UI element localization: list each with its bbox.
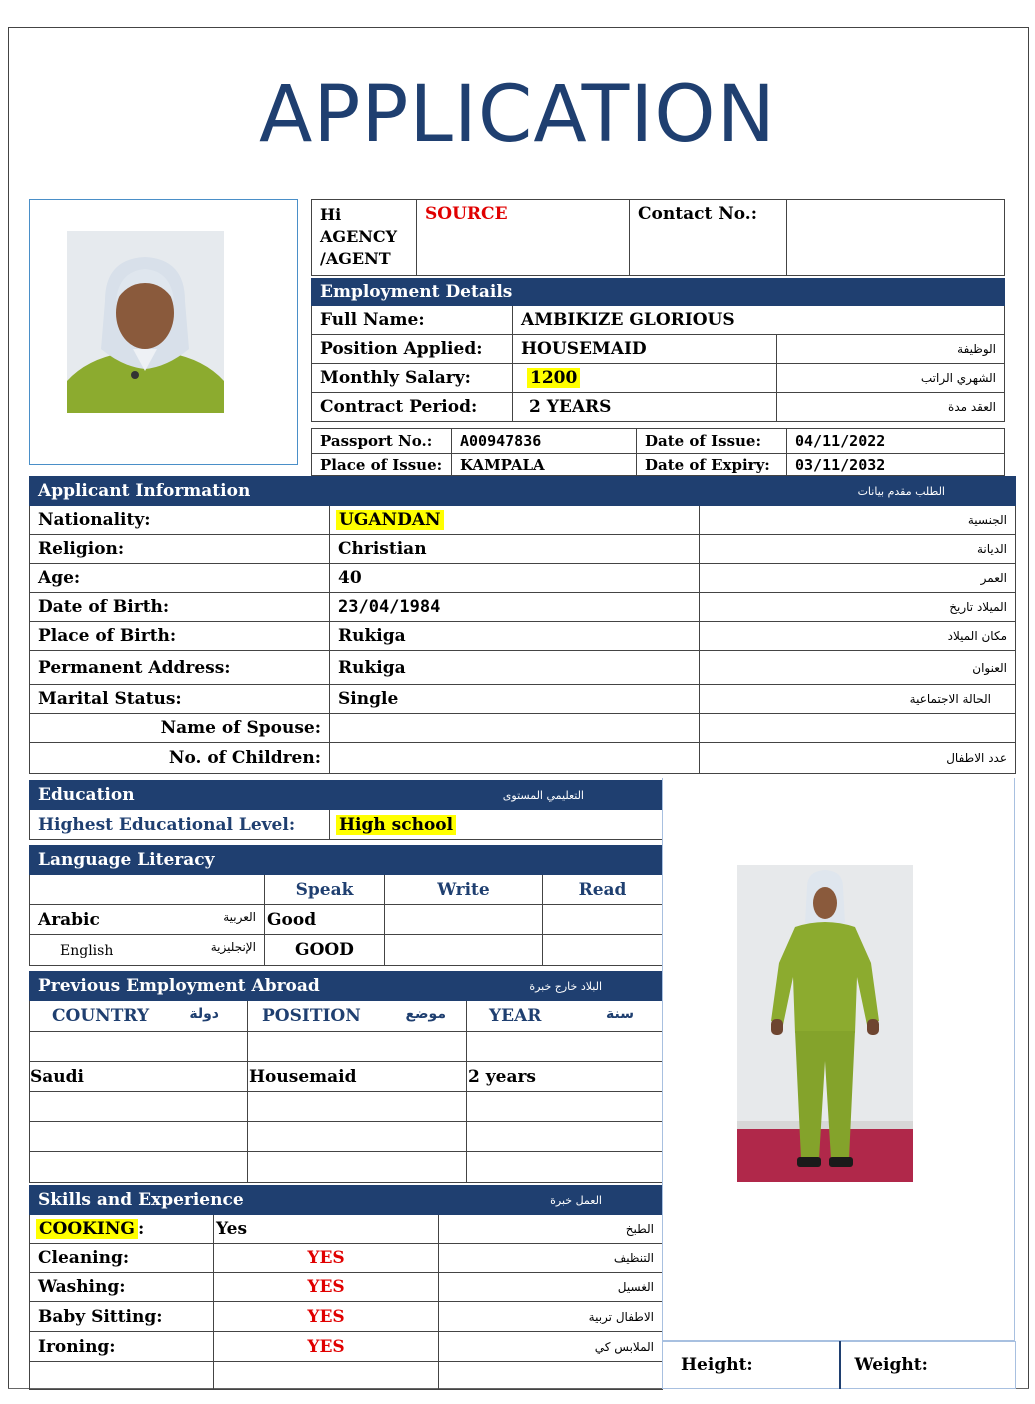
washing-label: Washing: [30, 1273, 214, 1302]
dob-label: Date of Birth: [30, 593, 330, 622]
contract-label: Contract Period: [312, 393, 513, 422]
country-header-cell [30, 1001, 248, 1032]
arabic-speak: Good [265, 905, 385, 935]
employment-table [311, 278, 1005, 422]
children-label: No. of Children: [30, 743, 330, 774]
religion-label: Religion: [30, 535, 330, 564]
applicant-table [29, 476, 1016, 774]
page-title: APPLICATION [258, 70, 777, 160]
english-write [385, 935, 543, 966]
education-table [29, 780, 663, 840]
ironing-label: Ironing: [30, 1332, 214, 1362]
english-read [543, 935, 663, 966]
spouse-value [330, 714, 700, 743]
agency-label: Hi AGENCY /AGENT [312, 200, 417, 276]
pob-value: Rukiga [330, 622, 700, 651]
prev-year-0: 2 years [467, 1062, 663, 1092]
baby-sitting-value: YES [214, 1302, 439, 1332]
weight-label: Weight: [840, 1342, 1016, 1389]
arabic-label-ar: العربية [223, 909, 256, 924]
address-ar: العنوان [700, 651, 1016, 685]
contact-value [787, 200, 1005, 276]
education-level-value: High school [336, 815, 456, 835]
english-speak: GOOD [265, 935, 385, 966]
passport-no-value: A00947836 [452, 429, 637, 454]
position-value: HOUSEMAID [513, 335, 777, 364]
skills-header-ar: العمل خبرة [439, 1186, 663, 1215]
prev-country-0: Saudi [30, 1062, 248, 1092]
ironing-ar: الملابس كي [439, 1332, 663, 1362]
marital-label: Marital Status: [30, 685, 330, 714]
language-header: Language Literacy [30, 846, 663, 875]
expiry-date-value: 03/11/2032 [787, 454, 1005, 476]
passport-photo [67, 231, 224, 413]
prev-empty-row [30, 1032, 248, 1062]
passport-table [311, 428, 1005, 476]
cleaning-ar: التنظيف [439, 1244, 663, 1273]
education-level-cell [330, 810, 663, 840]
nationality-cell [330, 506, 700, 535]
dob-ar: الميلاد تاريخ [700, 593, 1016, 622]
baby-sitting-label: Baby Sitting: [30, 1302, 214, 1332]
physical-table [662, 1341, 1016, 1389]
dob-value: 23/04/1984 [330, 593, 700, 622]
country-header: COUNTRY [52, 1006, 150, 1026]
age-ar: العمر [700, 564, 1016, 593]
previous-header-ar: البلاد خارج خبرة [467, 972, 663, 1001]
cooking-label: COOKING [36, 1219, 138, 1239]
cleaning-value: YES [214, 1244, 439, 1273]
issue-date-label: Date of Issue: [637, 429, 787, 454]
previous-employment-table [29, 971, 663, 1183]
salary-ar: الشهري الراتب [777, 364, 1005, 393]
place-of-issue-label: Place of Issue: [312, 454, 452, 476]
skills-table [29, 1185, 663, 1390]
prev-blank-row [30, 1092, 248, 1122]
nationality-label: Nationality: [30, 506, 330, 535]
cooking-ar: الطبخ [439, 1215, 663, 1244]
contract-value: 2 YEARS [513, 393, 777, 422]
education-header: Education [30, 781, 330, 810]
read-header: Read [543, 875, 663, 905]
washing-ar: الغسيل [439, 1273, 663, 1302]
arabic-label: Arabic [38, 909, 100, 930]
contract-ar: العقد مدة [777, 393, 1005, 422]
position-label: Position Applied: [312, 335, 513, 364]
nationality-value: UGANDAN [336, 510, 444, 530]
education-header-ar: التعليمي المستوى [330, 781, 663, 810]
spouse-ar [700, 714, 1016, 743]
position-header: POSITION [262, 1006, 361, 1026]
salary-label: Monthly Salary: [312, 364, 513, 393]
prev-blank-row [30, 1152, 248, 1183]
pob-label: Place of Birth: [30, 622, 330, 651]
skills-header: Skills and Experience [30, 1186, 439, 1215]
english-label: English [60, 943, 114, 959]
prev-position-0: Housemaid [248, 1062, 467, 1092]
agency-table [311, 199, 1005, 276]
expiry-date-label: Date of Expiry: [637, 454, 787, 476]
previous-header: Previous Employment Abroad [30, 972, 467, 1001]
arabic-read [543, 905, 663, 935]
washing-value: YES [214, 1273, 439, 1302]
children-value [330, 743, 700, 774]
applicant-header: Applicant Information [30, 477, 700, 506]
arabic-write [385, 905, 543, 935]
religion-ar: الديانة [700, 535, 1016, 564]
write-header: Write [385, 875, 543, 905]
language-table [29, 845, 663, 966]
year-header: YEAR [489, 1006, 542, 1026]
agency-source: SOURCE [417, 200, 630, 276]
spouse-label: Name of Spouse: [30, 714, 330, 743]
applicant-header-ar: الطلب مقدم بيانات [700, 477, 1016, 506]
nationality-ar: الجنسية [700, 506, 1016, 535]
year-header-cell [467, 1001, 663, 1032]
ironing-value: YES [214, 1332, 439, 1362]
issue-date-value: 04/11/2022 [787, 429, 1005, 454]
marital-ar: الحالة الاجتماعية [700, 685, 1016, 714]
speak-header: Speak [265, 875, 385, 905]
baby-sitting-ar: الاطفال تربية [439, 1302, 663, 1332]
english-label-ar: الإنجليزية [210, 940, 256, 954]
full-name-value: AMBIKIZE GLORIOUS [513, 306, 1005, 335]
children-ar: عدد الاطفال [700, 743, 1016, 774]
address-label: Permanent Address: [30, 651, 330, 685]
address-value: Rukiga [330, 651, 700, 685]
cleaning-label: Cleaning: [30, 1244, 214, 1273]
english-lang-cell [30, 935, 265, 966]
cooking-value: Yes [214, 1215, 439, 1244]
religion-value: Christian [330, 535, 700, 564]
salary-cell [513, 364, 777, 393]
position-header-ar: موضع [405, 1006, 447, 1022]
prev-blank-row [30, 1122, 248, 1152]
passport-no-label: Passport No.: [312, 429, 452, 454]
age-label: Age: [30, 564, 330, 593]
arabic-lang-cell [30, 905, 265, 935]
salary-value: 1200 [527, 368, 580, 388]
marital-value: Single [330, 685, 700, 714]
country-header-ar: دولة [189, 1006, 219, 1022]
position-ar: الوظيفة [777, 335, 1005, 364]
position-header-cell [248, 1001, 467, 1032]
full-body-photo [737, 865, 913, 1182]
full-name-label: Full Name: [312, 306, 513, 335]
year-header-ar: سنة [606, 1006, 635, 1022]
education-level-label: Highest Educational Level: [30, 810, 330, 840]
height-label: Height: [663, 1342, 840, 1389]
contact-label: Contact No.: [630, 200, 787, 276]
employment-header: Employment Details [312, 279, 1005, 306]
skills-blank-row [30, 1362, 214, 1390]
place-of-issue-value: KAMPALA [452, 454, 637, 476]
language-blank-header [30, 875, 265, 905]
pob-ar: مكان الميلاد [700, 622, 1016, 651]
age-value: 40 [330, 564, 700, 593]
cooking-label-cell: COOKING : [30, 1215, 214, 1244]
